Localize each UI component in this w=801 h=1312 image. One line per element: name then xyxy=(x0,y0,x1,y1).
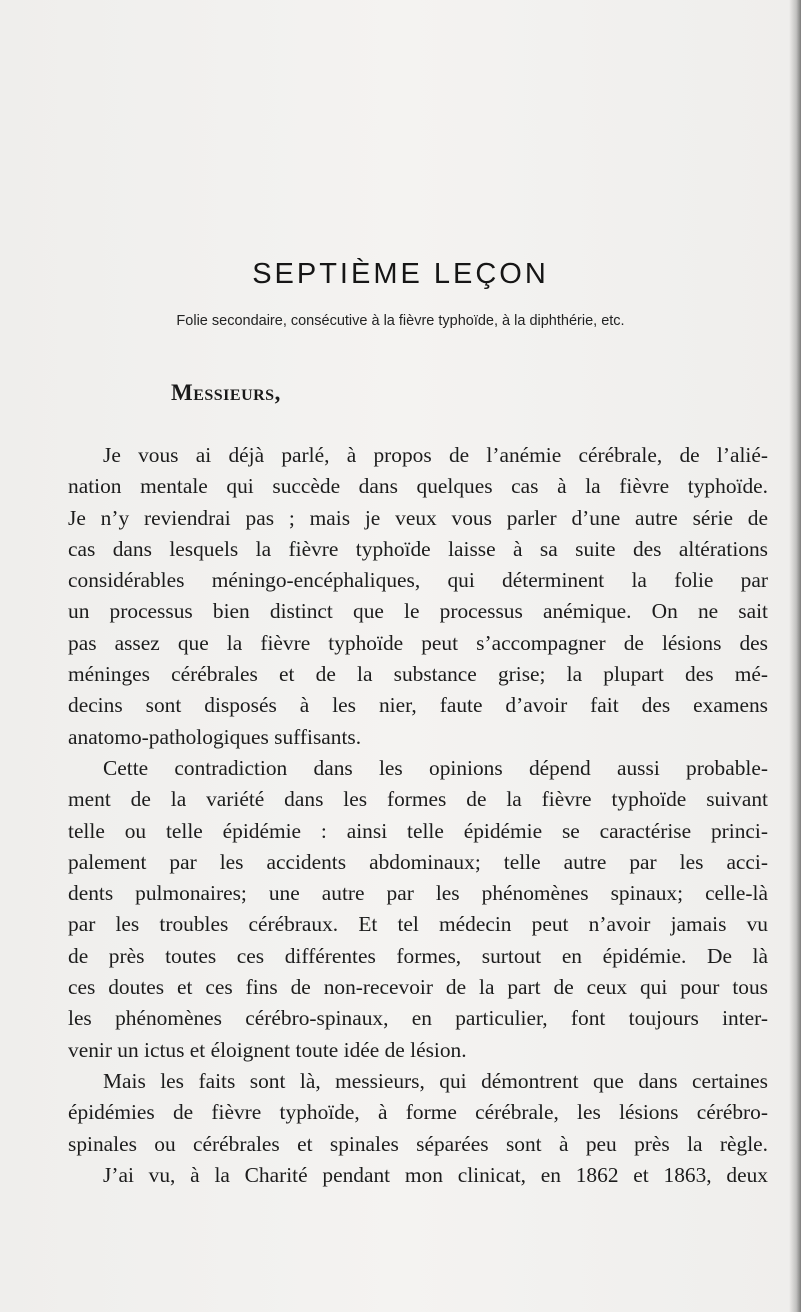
salutation: Messieurs, xyxy=(171,380,281,405)
text-line: cas dans lesquels la fièvre typhoïde laisse à sa suite des altérations xyxy=(68,536,768,561)
text-line: ces doutes et ces fins de non-recevoir de la part de ceux qui pour tous xyxy=(68,975,768,1000)
text-line: venir un ictus et éloignent toute idée de lésion. xyxy=(68,1037,467,1062)
text-line: spinales ou cérébrales et spinales séparées sont à peu près la règle. xyxy=(68,1131,768,1156)
chapter-subtitle: Folie secondaire, consécutive à la fièvre typhoïde, à la diphthérie, etc. xyxy=(176,313,625,329)
text-line: ment de la variété dans les formes de la fièvre typhoïde suivant xyxy=(68,787,768,812)
text-line: anatomo-pathologiques suffisants. xyxy=(68,724,362,749)
chapter-title: SEPTIÈME LEÇON xyxy=(252,258,549,290)
text-line: les phénomènes cérébro-spinaux, en particulier, font toujours inter- xyxy=(68,1006,768,1031)
text-line: considérables méningo-encéphaliques, qui déterminent la folie par xyxy=(68,568,768,593)
body-text xyxy=(68,440,768,1191)
text-line: palement par les accidents abdominaux; telle autre par les acci- xyxy=(68,849,768,874)
text-line: par les troubles cérébraux. Et tel médecin peut n’avoir jamais vu xyxy=(68,912,768,937)
text-line: Je n’y reviendrai pas ; mais je veux vous parler d’une autre série de xyxy=(68,505,768,530)
text-line: pas assez que la fièvre typhoïde peut s’accompagner de lésions des xyxy=(68,630,768,655)
text-line: J’ai vu, à la Charité pendant mon clinicat, en 1862 et 1863, deux xyxy=(103,1162,768,1187)
text-line: de près toutes ces différentes formes, surtout en épidémie. De là xyxy=(68,943,768,968)
text-line: Je vous ai déjà parlé, à propos de l’anémie cérébrale, de l’alié- xyxy=(103,443,768,467)
text-line: decins sont disposés à les nier, faute d’avoir fait des examens xyxy=(68,693,768,718)
text-line: nation mentale qui succède dans quelques cas à la fièvre typhoïde. xyxy=(68,474,768,499)
text-line: telle ou telle épidémie : ainsi telle épidémie se caractérise princi- xyxy=(68,818,768,843)
text-line: épidémies de fièvre typhoïde, à forme cérébrale, les lésions cérébro- xyxy=(68,1100,768,1125)
page-edge-shadow xyxy=(789,0,801,1312)
text-line: méninges cérébrales et de la substance grise; la plupart des mé- xyxy=(68,662,768,687)
text-line: Cette contradiction dans les opinions dépend aussi probable- xyxy=(103,755,768,780)
text-line: Mais les faits sont là, messieurs, qui démontrent que dans certaines xyxy=(103,1068,768,1093)
text-line: dents pulmonaires; une autre par les phénomènes spinaux; celle-là xyxy=(68,881,768,906)
text-line: un processus bien distinct que le processus anémique. On ne sait xyxy=(68,599,768,624)
